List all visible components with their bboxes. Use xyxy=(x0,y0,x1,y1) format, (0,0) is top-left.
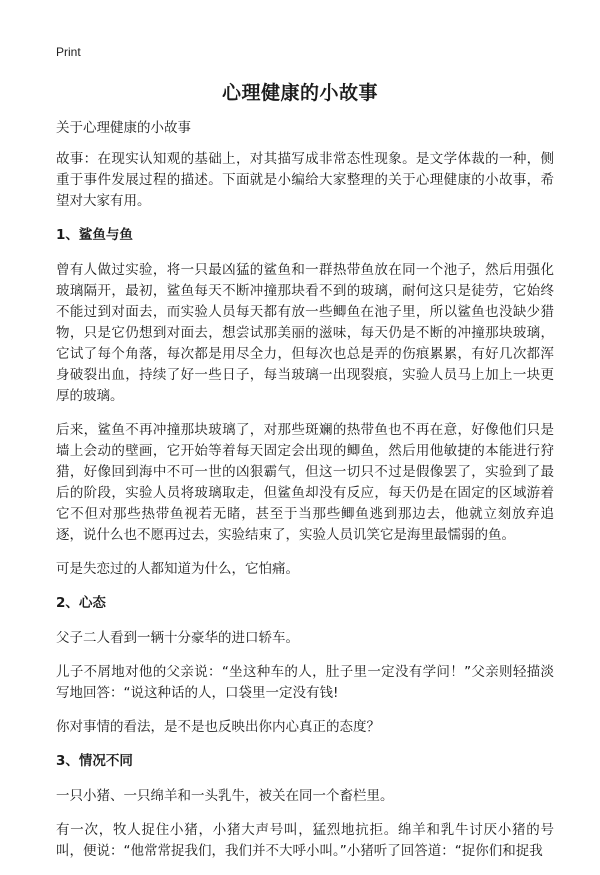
print-link[interactable]: Print xyxy=(56,45,81,59)
section-2-paragraph-1: 父子二人看到一辆十分豪华的进口轿车。 xyxy=(56,630,299,646)
section-2-paragraph-2: 儿子不屑地对他的父亲说：“坐这种车的人，肚子里一定没有学问！”父亲则轻描淡写地回答：“说这种话的人，口袋里一定没有钱! xyxy=(56,664,554,701)
page-title: 心理健康的小故事 xyxy=(221,82,378,104)
intro-summary: 故事：在现实认知观的基础上，对其描写成非常态性现象。是文学体裁的一种，侧重于事件发展过程的描述。下面就是小编给大家整理的关于心理健康的小故事，希望对大家有用。 xyxy=(56,151,554,209)
section-1-paragraph-2: 后来，鲨鱼不再冲撞那块玻璃了，对那些斑斓的热带鱼也不再在意，好像他们只是墙上会动的壁画，它开始等着每天固定会出现的鲫鱼，然后用他敏捷的本能进行狩猎，好像回到海中不可一世的凶狠霸气，但这一切只不过是假像罢了，实验到了最后的阶段，实验人员将玻璃取走，但鲨鱼却没有反应，每天仍是在固定的区域游着它不但对那些热带鱼视若无睹，甚至于当那些鲫鱼逃到那边去，他就立刻放弃追逐，说什么也不愿再过去，实验结束了，实验人员讥笑它是海里最懦弱的鱼。 xyxy=(56,422,554,543)
section-1-paragraph-3: 可是失恋过的人都知道为什么，它怕痛。 xyxy=(56,561,299,577)
section-2-paragraph-3: 你对事情的看法，是不是也反映出你内心真正的态度？ xyxy=(56,719,380,735)
section-1-paragraph-1: 曾有人做过实验，将一只最凶猛的鲨鱼和一群热带鱼放在同一个池子，然后用强化玻璃隔开，最初，鲨鱼每天不断冲撞那块看不到的玻璃，耐何这只是徒劳，它始终不能过到对面去，而实验人员每天都有放一些鲫鱼在池子里，所以鲨鱼也没缺少猎物，只是它仍想到对面去，想尝试那美丽的滋味，每天仍是不断的冲撞那块玻璃，它试了每个角落，每次都是用尽全力，但每次也总是弄的伤痕累累，有好几次都浑身破裂出血，持续了好一些日子，每当玻璃一出现裂痕，实验人员马上加上一块更厚的玻璃。 xyxy=(56,262,554,404)
section-3-paragraph-1: 一只小猪、一只绵羊和一头乳牛，被关在同一个畜栏里。 xyxy=(56,788,394,804)
article-body xyxy=(56,118,554,875)
intro-subtitle: 关于心理健康的小故事 xyxy=(56,120,191,136)
section-heading-2: 2、心态 xyxy=(56,595,106,611)
section-heading-3: 3、情况不同 xyxy=(56,753,133,769)
section-3-paragraph-2: 有一次，牧人捉住小猪，小猪大声号叫，猛烈地抗拒。绵羊和乳牛讨厌小猪的号叫，便说：“他常常捉我们，我们并不大呼小叫。”小猪听了回答道：“捉你们和捉我 xyxy=(56,822,554,859)
section-heading-1: 1、鲨鱼与鱼 xyxy=(56,227,133,243)
